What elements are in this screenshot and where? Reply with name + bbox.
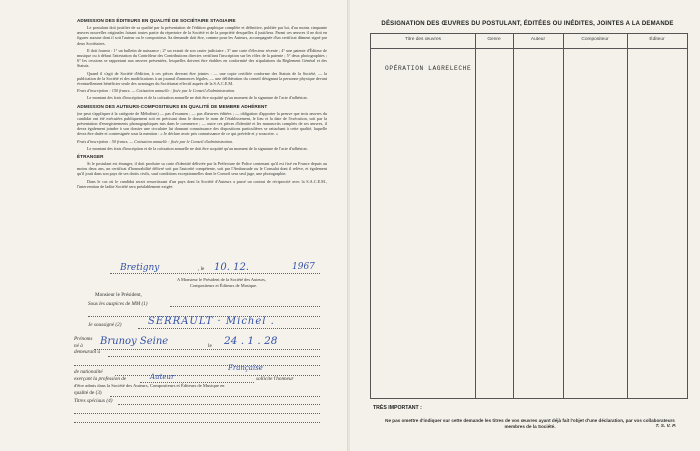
birthdate-handwritten[interactable]: 24 . 1 . 28 [224,335,278,347]
sponsors-line-1[interactable] [170,306,320,307]
name-handwritten[interactable]: SERRAULT · Michel . [148,316,275,327]
works-table-header [371,34,687,49]
undersigned-label: Je soussigné (2) [88,322,122,328]
col-header-composer: Compositeur [581,37,609,42]
birth-line[interactable] [94,349,320,350]
col-divider-4 [627,34,628,398]
born-label: né à [74,343,83,349]
col-header-title: Titre des œuvres [404,37,442,42]
address-label: demeurant à [74,349,101,355]
section-members-p1: (ne peut s'appliquer à la catégorie de Mélodiste) — pas d'examen ; — pas d'œuvres éditées ; — obligation d'apporter la preuve que trois œuvres du candidat ont été exécutées publiquement soit en précisant dans le dossier le nom de l'établissement, le lieu et la date de l'exécution, soit par la présentation d'enregistrements phonographiques mis dans le commerce ; — outre ces pièces d'identité et les manuscrits complets de ses œuvres, il devra également joindre à son dossier une circulaire lui donnant connaissance des dispositions particulières se rattachant à cette qualité, laquelle devra être datée et contresignée sous la mention : « Je déclare avoir pris connaissance de ce qui précède et y souscrire. » [77,110,327,137]
firstnames-label: Prénoms [74,336,93,342]
birthdate-label: le [208,343,212,349]
turn-over-note: T. S. V. P. [655,424,676,429]
profession-handwritten[interactable]: Auteur [150,373,175,381]
important-note: Ne pas omettre d'indiquer sur cette demande les titres de vos œuvres ayant déjà fait l'objet d'une déclaration, par vos collaborateurs membres de la Société. [385,418,675,429]
works-table [370,33,688,399]
section-editors-p3: Quand il s'agit de Société d'édition, à ces pièces devront être jointes : — une copie certifiée conforme des Statuts de la Société, — la publication de la Société et des modifications à un journal d'annonces légales, — une délibération du conseil désignant la personne physique devant éventuellement bénéficier seule des avantages du Sociétariat effectif auprès de la S.A.C.E.M. [77,70,327,87]
col-divider-1 [475,34,476,398]
titles-line-1[interactable] [118,404,320,405]
section-editors-title: ADMISSION DES ÉDITEURS EN QUALITÉ DE SOCIÉTAIRE STAGIAIRE [77,18,236,23]
section-members-fees: Frais d'inscription : 50 francs. — Cotisation annuelle : fixée par le Conseil d'administration. [77,138,234,144]
col-divider-2 [513,34,514,398]
col-divider-3 [563,34,564,398]
nationality-handwritten[interactable]: Française [228,364,263,372]
addressee-line-1: A Monsieur le Président de la Société des Auteurs, [177,277,266,282]
address-line-1[interactable] [108,356,320,357]
titles-line-3[interactable] [74,422,320,423]
place-handwritten: Bretigny [120,263,160,273]
works-table-title: DÉSIGNATION DES ŒUVRES DU POSTULANT, ÉDITÉES OU INÉDITES, JOINTES A LA DEMANDE [381,21,674,27]
col-header-genre: Genre [487,37,501,42]
section-editors-p1: Le postulant doit justifier de sa qualité par la présentation de l'édition graphique complète et définitive, publiée par lui, d'au moins cinquante œuvres nouvelles originales faisant toutes partie du répertoire de la Société et de la propriété desquelles il justifiera. Parmi ces œuvres il ne doit en figurer aucune dont il soit l'auteur ou le compositeur. Sa demande doit être, comme pour les Auteurs, accompagnée d'un certificat dûment signé par deux Sociétaires. [77,25,327,46]
section-editors-payment: Le montant des frais d'inscription et de la cotisation annuelle ne doit être acquitté qu'au moment de la signature de l'acte d'adhésion. [87,95,308,101]
col-header-publisher: Éditeur [649,37,665,42]
section-members-payment: Le montant des frais d'inscription et de la cotisation annuelle ne doit être acquitté qu'au moment de la signature de l'acte d'adhésion. [87,145,308,151]
nationality-label: de nationalité [74,369,103,375]
section-foreign-title: ÉTRANGER [77,154,104,160]
section-editors-fees: Frais d'inscription : 150 francs. — Cotisation annuelle : fixée par le Conseil d'administration. [77,88,236,94]
col-header-author: Auteur [530,37,546,42]
address-line-2[interactable] [74,365,320,366]
profession-label: exerçant la profession de [74,376,127,382]
section-foreign-p1: Si le postulant est étranger, il doit produire sa carte d'identité délivrée par la Préfecture de Police contenant qu'il est fixé en France depuis au moins deux ans, un certificat d'honorabilité délivré soit par l'autorité compétente, soit par l'Ambassade ou le Consulat dont il relève, et également qu'il jouit dans son pays de ses droits civils, sauf conditions exceptionnelles dont le Conseil sera seul juge, une photographie. [77,161,327,177]
important-title: TRÈS IMPORTANT : [373,405,422,411]
date-separator-label: , le [198,266,205,272]
addressee-line-2: Compositeurs et Éditeurs de Musique. [190,283,258,288]
place-dotted-line [110,273,320,274]
admission-text: d'être admis dans la Société des Auteurs, Compositeurs et Éditeurs de Musique en [74,383,225,388]
year-handwritten: 1967 [292,262,315,272]
titles-line-2[interactable] [74,413,320,414]
section-editors-p2: Il doit fournir : 1° un bulletin de naissance ; 2° un extrait de son casier judiciaire ; 3° une carte d'électeur récente ; 4° une patente d'Éditeur de musique ou à défaut l'attestation du Contrôleur des Contributions directes certifiant l'inscription sur les rôles de la patente ; 5° deux photographies ; 6° les cessions se rapportant aux œuvres présentées, lesquelles doivent être établies en conformité des stipulations du Règlement Général et des Statuts. [77,47,327,69]
date-handwritten: 10. 12. [214,262,249,273]
quality-line[interactable] [110,396,320,397]
left-page [0,0,348,451]
sponsors-label: Sous les auspices de MM (1) [88,301,148,307]
rules-column [77,18,327,191]
birthplace-handwritten[interactable]: Brunoy Seine [100,336,169,347]
section-members-title: ADMISSION DES AUTEURS-COMPOSITEURS EN QUALITÉ DE MEMBRE ADHÉRENT [77,103,268,109]
titles-label: Titres spéciaux (4) [74,398,113,404]
salutation: Monsieur le Président, [95,292,142,298]
name-line[interactable] [138,328,320,329]
section-foreign-p2: Dans le cas où le candidat serait ressortissant d'un pays dont la Société d'Auteurs a passé un contrat de réciprocité avec la S.A.C.E.M., l'intervention de ladite Société sera préalablement exigée. [77,178,327,189]
work-title-cell[interactable]: OPÉRATION LAGRELECHE [385,65,472,72]
solicit-text: sollicite l'honneur [256,376,294,382]
quality-label: qualité de (3) [74,390,102,396]
